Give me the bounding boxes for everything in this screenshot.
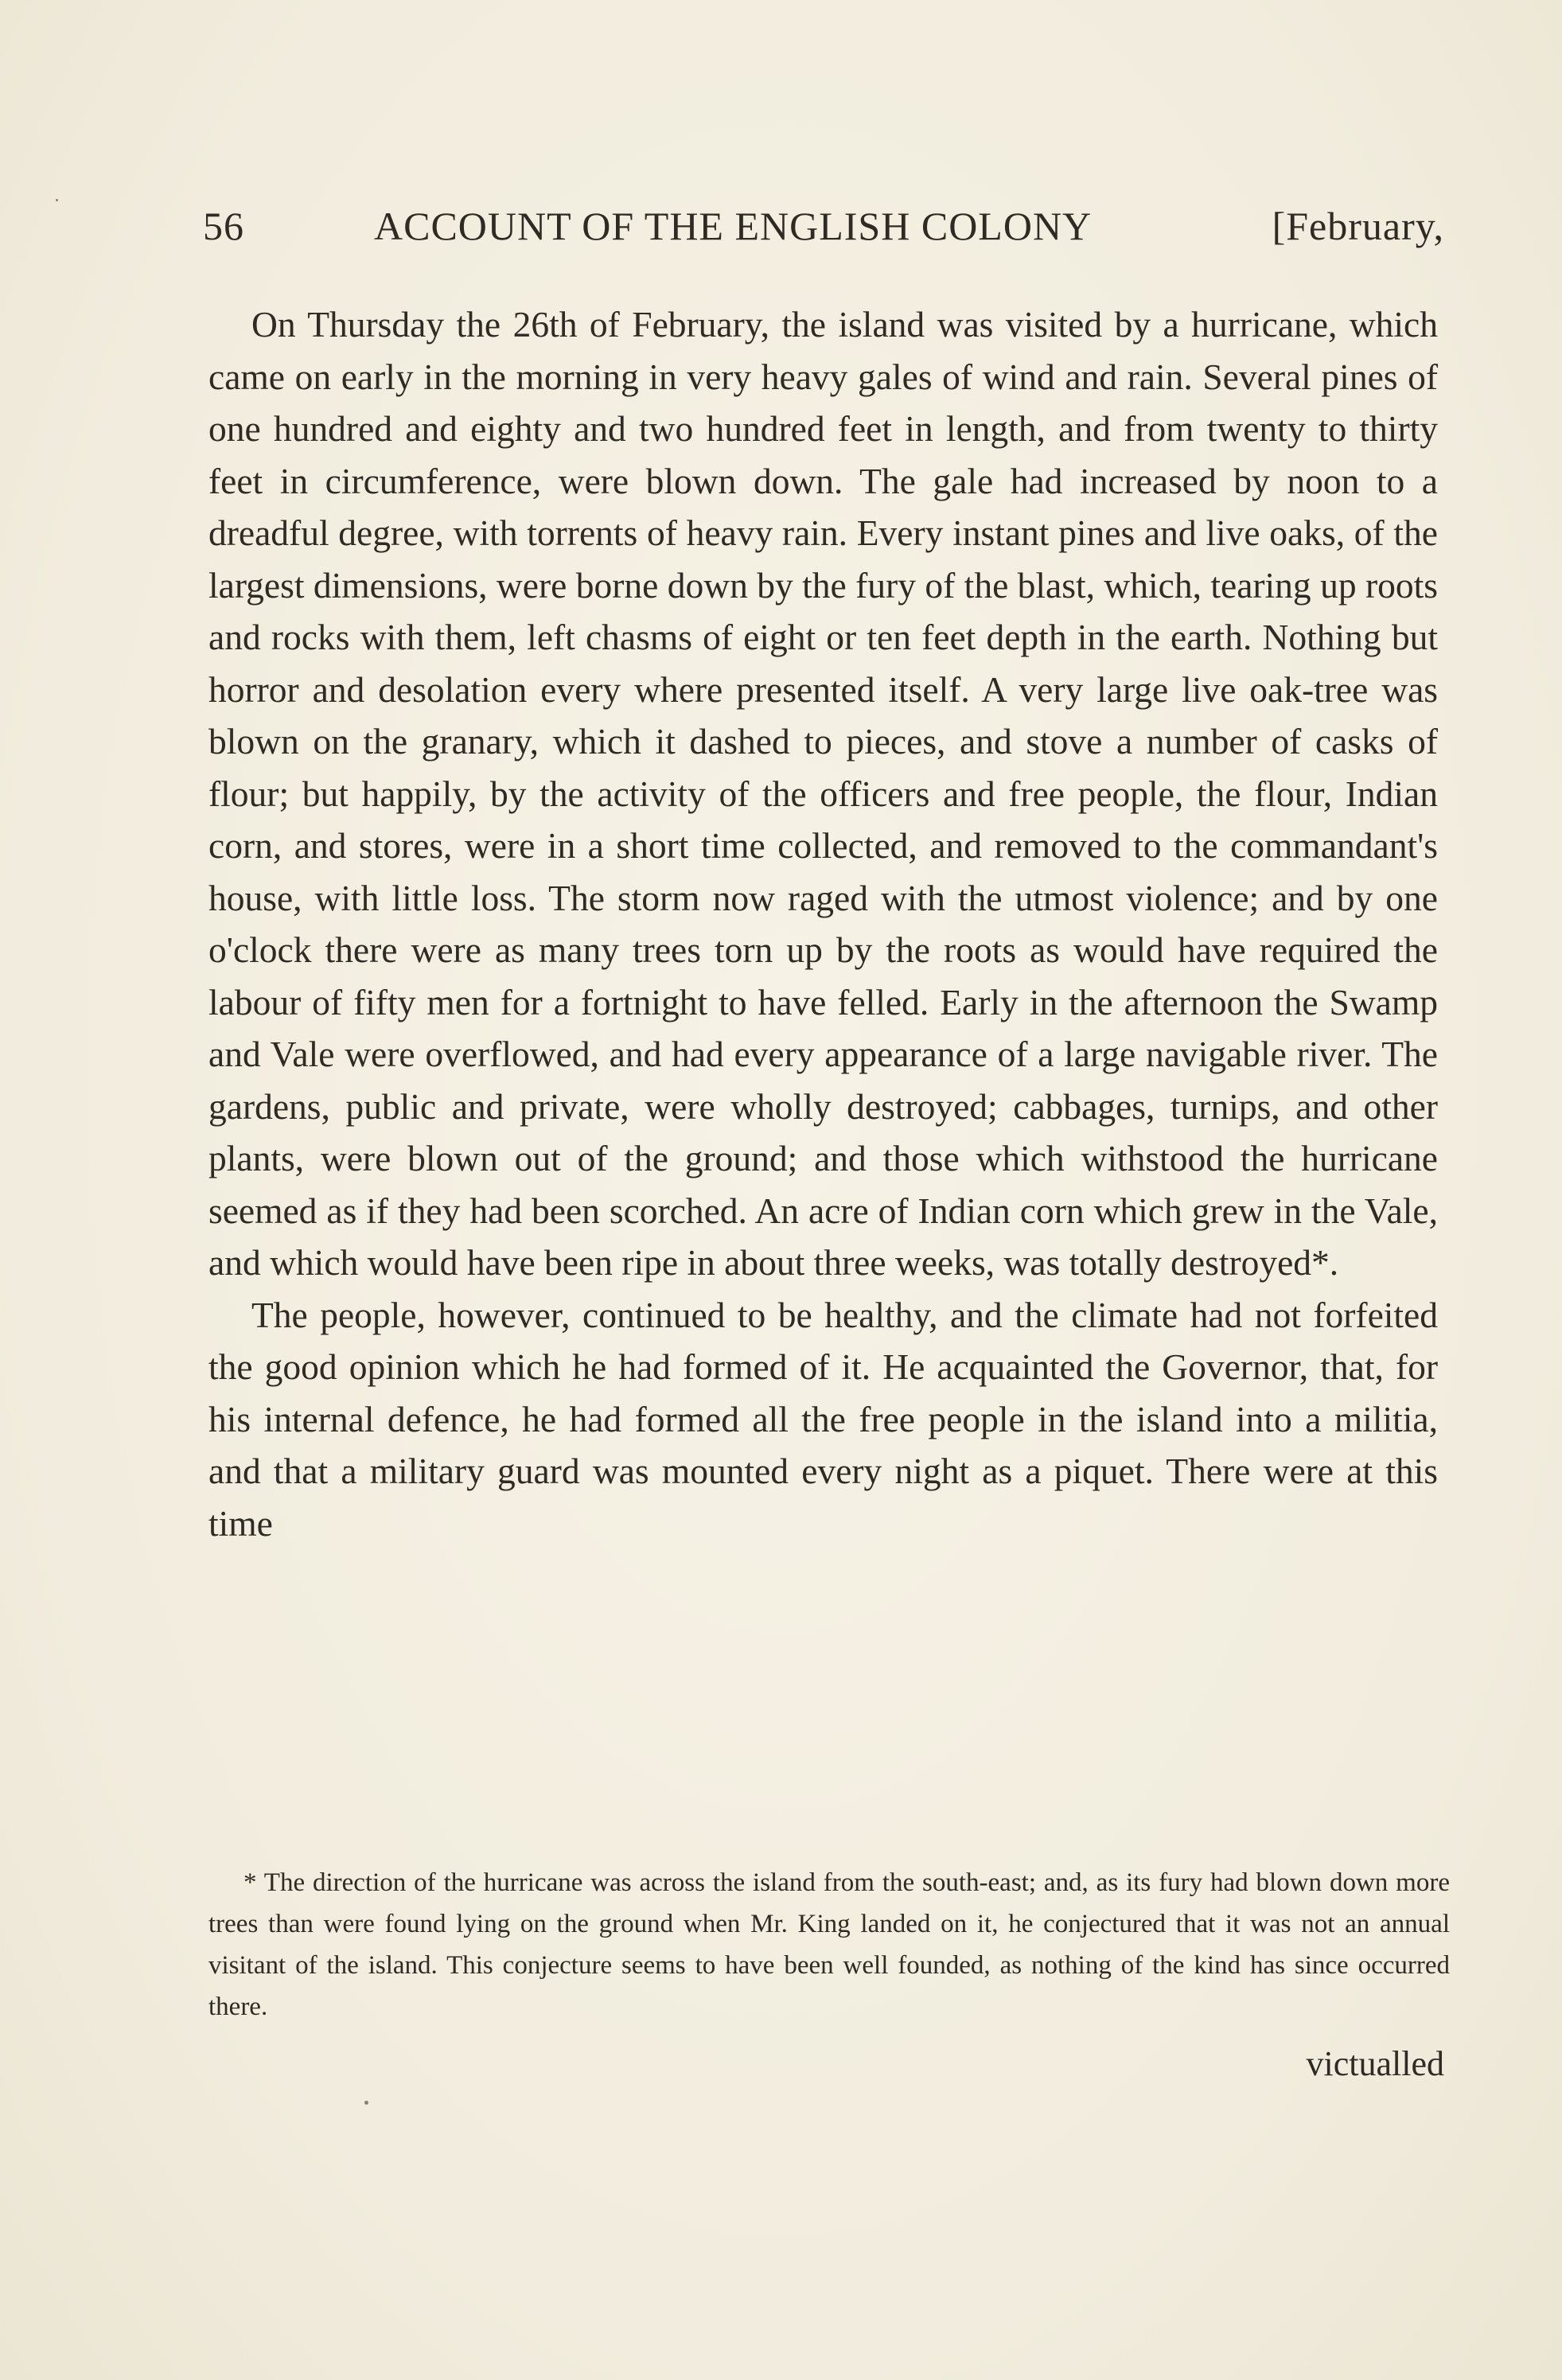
running-month: [February, <box>1272 204 1444 248</box>
footnote-text: * The direction of the hurricane was across the island from the south-east; and, as its fury had blown down more trees than were found lying on the ground when Mr. King landed on it, he conjectured that it was not an annual visitant of the island. This conjecture seems to have been well founded, as nothing of the kind has since occurred there. <box>208 1868 1450 2021</box>
paragraph-hurricane: On Thursday the 26th of February, the island was visited by a hurricane, which came on early in the morning in very heavy gales of wind and rain. Several pines of one hundred and eighty and two hundred feet in length, and from twenty to thirty feet in circumference, were blown down. The gale had increased by noon to a dreadful degree, with torrents of heavy rain. Every instant pines and live oaks, of the largest dimensions, were borne down by the fury of the blast, which, tearing up roots and rocks with them, left chasms of eight or ten feet depth in the earth. Nothing but horror and desolation every where presented itself. A very large live oak-tree was blown on the granary, which it dashed to pieces, and stove a number of casks of flour; but happily, by the activity of the officers and free people, the flour, Indian corn, and stores, were in a short time collected, and removed to the commandant's house, with little loss. The storm now raged with the utmost violence; and by one o'clock there were as many trees torn up by the roots as would have required the labour of fifty men for a fortnight to have felled. Early in the afternoon the Swamp and Vale were overflowed, and had every appearance of a large navigable river. The gardens, public and private, were wholly destroyed; cabbages, turnips, and other plants, were blown out of the ground; and those which withstood the hurricane seemed as if they had been scorched. An acre of Indian corn which grew in the Vale, and which would have been ripe in about three weeks, was totally destroyed*. <box>208 304 1438 1283</box>
footnote <box>208 1862 1450 2027</box>
paragraph-militia: The people, however, continued to be healthy, and the climate had not forfeited the good opinion which he had formed of it. He acquainted the Governor, that, for his internal defence, he had formed all the free people in the island into a militia, and that a military guard was mounted every night as a piquet. There were at this time <box>208 1294 1438 1544</box>
running-title: ACCOUNT OF THE ENGLISH COLONY <box>374 204 1093 248</box>
catchword: victualled <box>1306 2044 1444 2083</box>
page-number: 56 <box>203 204 244 248</box>
running-header <box>203 203 1444 259</box>
paper-speck <box>56 199 58 201</box>
body-text <box>208 298 1438 1549</box>
paper-speck <box>364 2101 368 2105</box>
